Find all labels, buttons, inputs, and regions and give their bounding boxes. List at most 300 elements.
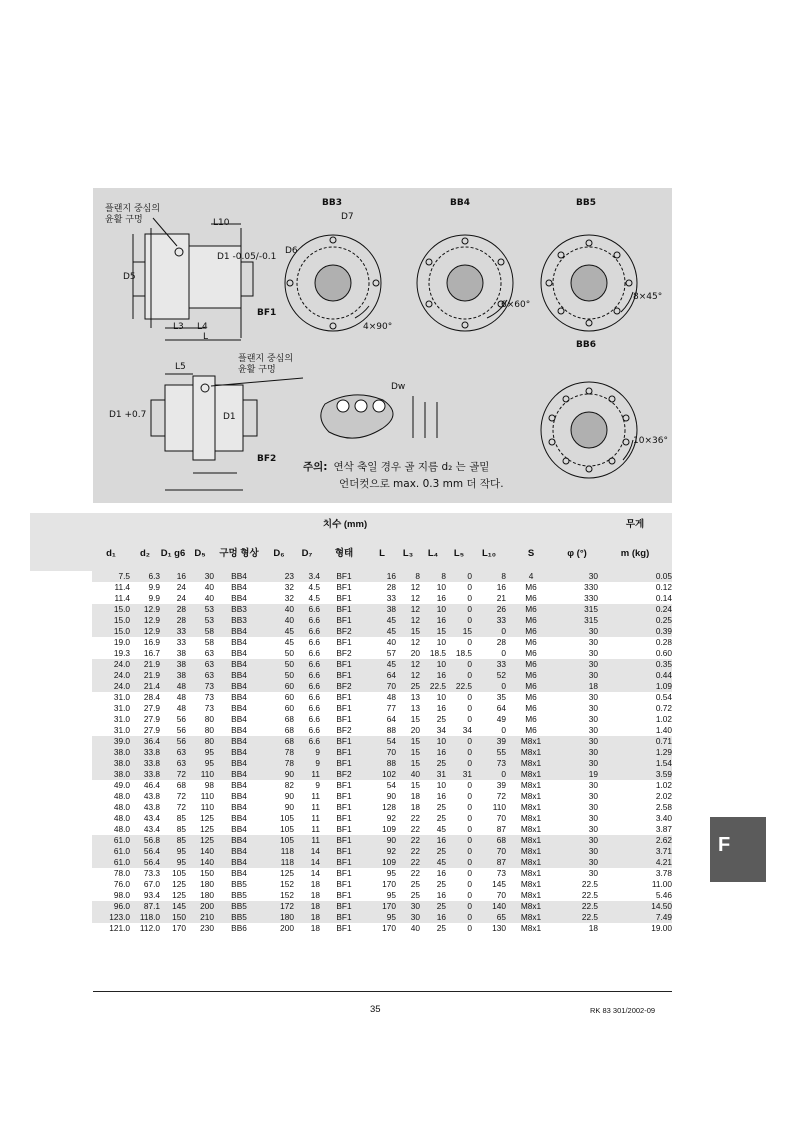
table-cell: M6: [506, 626, 556, 637]
bf1-shaft-right: [241, 262, 253, 296]
table-cell: 16: [436, 890, 446, 900]
column-header: L₄: [427, 547, 439, 559]
table-row: [30, 670, 672, 681]
bb4-flange-view: [417, 235, 513, 331]
table-cell: 92: [386, 813, 396, 823]
table-cell: 8: [420, 571, 446, 582]
table-cell: 7.5: [92, 571, 130, 582]
table-cell: 1.02: [655, 780, 672, 790]
table-row: [30, 692, 672, 703]
table-cell: 21.4: [130, 681, 160, 692]
table-cell: 73: [204, 703, 214, 713]
table-cell: 95: [186, 747, 214, 758]
page-number: 35: [370, 1004, 381, 1015]
table-cell: 19.0: [113, 637, 130, 647]
table-cell: BB4: [231, 802, 247, 812]
table-row: [30, 714, 672, 725]
table-cell: 40: [204, 593, 214, 603]
table-cell: 3.59: [598, 769, 672, 780]
table-cell: 30: [556, 626, 598, 637]
table-cell: 22: [410, 813, 420, 823]
table-cell: 0: [446, 857, 472, 868]
bf2-flange: [193, 376, 215, 460]
table-cell: BF1: [336, 824, 352, 834]
table-cell: 3.40: [655, 813, 672, 823]
table-cell: 40: [264, 604, 294, 615]
table-cell: 8: [396, 571, 420, 582]
table-cell: M8x1: [506, 846, 556, 857]
table-row: [30, 923, 672, 934]
table-cell: 88: [368, 758, 396, 769]
table-cell: BB6: [231, 923, 247, 933]
table-cell: 3.4: [294, 571, 320, 582]
table-cell: 102: [368, 769, 396, 780]
table-cell: 54: [386, 780, 396, 790]
table-cell: BF1: [320, 670, 368, 681]
table-cell: 14: [310, 868, 320, 878]
dim-d1-tol: D1 -0.05/-0.1: [217, 252, 277, 262]
table-cell: 64: [496, 703, 506, 713]
table-cell: 0.28: [655, 637, 672, 647]
table-cell: 6.6: [294, 604, 320, 615]
table-cell: 128: [382, 802, 396, 812]
table-cell: M6: [525, 637, 537, 647]
label-bf2: BF2: [257, 454, 277, 464]
table-cell: 56: [176, 714, 186, 724]
dim-d6: D6: [285, 246, 298, 256]
table-cell: 48.0: [113, 802, 130, 812]
table-cell: 30: [588, 703, 598, 713]
table-cell: M8x1: [520, 824, 542, 834]
table-cell: 6.6: [308, 714, 320, 724]
table-cell: 10: [436, 582, 446, 592]
table-cell: 0: [467, 890, 472, 900]
group-dimensions: 치수 (mm): [322, 518, 368, 530]
table-cell: M8x1: [506, 736, 556, 747]
table-cell: 30: [588, 802, 598, 812]
table-cell: 0: [446, 747, 472, 758]
table-cell: BF1: [320, 857, 368, 868]
table-cell: 25: [420, 758, 446, 769]
table-cell: 125: [200, 813, 214, 823]
table-cell: 50: [284, 648, 294, 658]
table-cell: 25: [396, 681, 420, 692]
table-cell: 30: [588, 725, 598, 735]
table-cell: 11: [311, 791, 320, 801]
table-cell: 95: [386, 868, 396, 878]
table-cell: 10: [436, 692, 446, 702]
table-cell: 0: [467, 879, 472, 889]
table-cell: 330: [584, 593, 598, 603]
table-cell: M6: [525, 725, 537, 735]
table-cell: 0: [446, 571, 472, 582]
table-row: [30, 615, 672, 626]
table-cell: 45: [420, 857, 446, 868]
table-cell: BB4: [214, 681, 264, 692]
table-cell: 38: [160, 659, 186, 670]
table-cell: BB4: [214, 626, 264, 637]
table-cell: BB4: [231, 813, 247, 823]
label-bb6: BB6: [576, 340, 596, 350]
doc-reference: RK 83 301/2002-09: [590, 1006, 656, 1015]
table-row: [30, 659, 672, 670]
table-cell: 28.4: [143, 692, 160, 702]
table-cell: 22.5: [556, 912, 598, 923]
table-cell: 33: [472, 615, 506, 626]
table-cell: 12: [410, 582, 420, 592]
table-cell: 27.9: [143, 725, 160, 735]
table-cell: M6: [525, 692, 537, 702]
table-cell: 11.00: [651, 879, 672, 889]
table-cell: 170: [382, 923, 396, 933]
table-cell: 56.4: [130, 846, 160, 857]
table-cell: 7.49: [598, 912, 672, 923]
table-cell: 22: [410, 824, 420, 834]
table-row: [30, 736, 672, 747]
table-cell: BB4: [231, 648, 247, 658]
table-cell: 72: [496, 791, 506, 801]
table-cell: 52: [472, 670, 506, 681]
table-cell: 39: [472, 736, 506, 747]
table-cell: 68: [472, 835, 506, 846]
table-cell: 95: [160, 846, 186, 857]
table-cell: 110: [492, 802, 506, 812]
table-cell: 16: [496, 582, 506, 592]
table-cell: 30: [588, 780, 598, 790]
table-cell: 16: [420, 912, 446, 923]
table-cell: 11: [294, 835, 320, 846]
column-header: L: [379, 547, 385, 559]
dim-d1-bf2: D1 +0.7: [109, 410, 147, 420]
table-cell: 32: [284, 593, 294, 603]
table-cell: 85: [176, 813, 186, 823]
table-cell: 90: [386, 791, 396, 801]
table-row: [30, 791, 672, 802]
table-cell: 80: [186, 736, 214, 747]
table-cell: 28: [386, 582, 396, 592]
table-cell: BF1: [336, 802, 352, 812]
table-row: [30, 648, 672, 659]
table-row: [30, 857, 672, 868]
table-cell: 170: [368, 901, 396, 912]
table-cell: 34: [436, 725, 446, 735]
table-cell: 45: [436, 824, 446, 834]
table-cell: 30: [556, 736, 598, 747]
table-cell: 12.9: [130, 604, 160, 615]
table-cell: 38: [368, 604, 396, 615]
table-cell: 30: [588, 868, 598, 878]
table-cell: 0: [467, 824, 472, 834]
table-cell: 45: [264, 626, 294, 637]
label-bb4: BB4: [450, 198, 470, 208]
table-cell: 15: [396, 747, 420, 758]
table-cell: 0: [446, 736, 472, 747]
dim-l: L: [203, 332, 209, 342]
table-cell: BB4: [231, 868, 247, 878]
table-cell: 30: [396, 901, 420, 912]
table-cell: 78.0: [113, 868, 130, 878]
table-cell: BB5: [231, 890, 247, 900]
table-cell: 6.6: [294, 736, 320, 747]
table-cell: 6.3: [130, 571, 160, 582]
table-cell: BF2: [320, 769, 368, 780]
table-cell: 30: [556, 846, 598, 857]
table-cell: 9.9: [148, 593, 160, 603]
table-cell: 6.6: [294, 670, 320, 681]
table-cell: 22.5: [581, 879, 598, 889]
table-cell: 109: [368, 857, 396, 868]
table-cell: M8x1: [506, 912, 556, 923]
table-cell: 6.6: [294, 681, 320, 692]
table-cell: 22.5: [556, 901, 598, 912]
table-cell: 73: [496, 868, 506, 878]
table-cell: 4: [506, 571, 556, 582]
table-cell: 40: [264, 615, 294, 626]
table-cell: BB5: [214, 901, 264, 912]
table-cell: 16: [420, 747, 446, 758]
table-cell: BF1: [336, 703, 352, 713]
table-cell: 105: [264, 835, 294, 846]
table-cell: 25: [436, 802, 446, 812]
table-cell: 10: [420, 659, 446, 670]
table-cell: 30: [556, 747, 598, 758]
table-cell: 200: [186, 901, 214, 912]
table-cell: 6.6: [294, 615, 320, 626]
table-cell: 105: [280, 824, 294, 834]
table-cell: 43.4: [143, 824, 160, 834]
table-cell: 48: [176, 692, 186, 702]
dim-d5: D5: [123, 272, 136, 282]
table-cell: 4.21: [598, 857, 672, 868]
table-cell: 56.4: [130, 857, 160, 868]
table-cell: 10: [420, 736, 446, 747]
ball-detail: [321, 395, 437, 438]
table-cell: 16: [420, 670, 446, 681]
table-cell: 49: [496, 714, 506, 724]
table-row: [30, 912, 672, 923]
table-cell: M8x1: [506, 901, 556, 912]
table-cell: BB4: [214, 747, 264, 758]
table-cell: 1.02: [655, 714, 672, 724]
table-cell: 46.4: [143, 780, 160, 790]
footer-rule: [93, 991, 672, 992]
table-cell: 15: [396, 626, 420, 637]
table-row: [30, 802, 672, 813]
table-cell: 43.8: [143, 791, 160, 801]
table-cell: 90: [284, 791, 294, 801]
table-cell: 0: [467, 714, 472, 724]
table-cell: 18: [310, 890, 320, 900]
table-cell: 80: [204, 725, 214, 735]
table-cell: 87: [496, 824, 506, 834]
column-header: S: [527, 547, 535, 559]
table-cell: 5.46: [655, 890, 672, 900]
table-cell: 57: [386, 648, 396, 658]
table-cell: 82: [284, 780, 294, 790]
table-cell: 33.8: [130, 747, 160, 758]
table-cell: 24.0: [92, 681, 130, 692]
table-cell: 48: [176, 703, 186, 713]
technical-drawing: [93, 188, 672, 503]
table-cell: 0.71: [598, 736, 672, 747]
table-cell: M6: [525, 593, 537, 603]
table-cell: 30: [588, 637, 598, 647]
table-cell: 80: [204, 714, 214, 724]
table-cell: M8x1: [506, 769, 556, 780]
table-cell: 19.3: [113, 648, 130, 658]
table-cell: 20: [410, 725, 420, 735]
table-cell: 11: [311, 824, 320, 834]
table-cell: 95: [368, 912, 396, 923]
table-cell: 330: [584, 582, 598, 592]
table-cell: 315: [556, 615, 598, 626]
table-cell: 61.0: [92, 857, 130, 868]
table-cell: 92: [368, 846, 396, 857]
table-cell: BB4: [231, 780, 247, 790]
table-cell: 22: [396, 846, 420, 857]
table-row: [30, 780, 672, 791]
table-cell: 0: [501, 725, 506, 735]
table-cell: BB4: [214, 835, 264, 846]
table-cell: BF1: [320, 835, 368, 846]
table-cell: 78: [264, 747, 294, 758]
table-cell: 8: [472, 571, 506, 582]
table-cell: BB5: [214, 912, 264, 923]
table-cell: 0.14: [655, 593, 672, 603]
table-cell: 0: [467, 868, 472, 878]
table-cell: 25: [436, 714, 446, 724]
table-cell: 30: [556, 670, 598, 681]
bf2-body-left: [165, 385, 193, 451]
table-cell: 25: [410, 879, 420, 889]
table-cell: 118: [264, 846, 294, 857]
table-cell: 56.8: [130, 835, 160, 846]
table-cell: 210: [186, 912, 214, 923]
table-cell: 0: [467, 791, 472, 801]
table-cell: 6.6: [308, 703, 320, 713]
table-cell: 31: [446, 769, 472, 780]
table-row: [30, 868, 672, 879]
table-cell: 9: [294, 747, 320, 758]
table-cell: M8x1: [520, 780, 542, 790]
table-cell: 72: [176, 791, 186, 801]
table-cell: BF1: [320, 604, 368, 615]
table-cell: M8x1: [506, 747, 556, 758]
table-cell: 68: [264, 736, 294, 747]
table-cell: BF2: [320, 626, 368, 637]
table-cell: 31.0: [113, 703, 130, 713]
table-cell: 25: [436, 879, 446, 889]
table-cell: 30: [588, 824, 598, 834]
table-cell: 15.0: [92, 604, 130, 615]
table-row: [30, 637, 672, 648]
table-cell: 170: [382, 879, 396, 889]
table-cell: 60: [284, 692, 294, 702]
table-cell: BF2: [320, 681, 368, 692]
table-cell: 15: [396, 736, 420, 747]
table-cell: 18: [310, 879, 320, 889]
table-cell: 30: [556, 835, 598, 846]
table-cell: BB4: [231, 692, 247, 702]
table-cell: 70: [496, 890, 506, 900]
table-cell: BB4: [214, 736, 264, 747]
table-cell: 0.39: [598, 626, 672, 637]
table-cell: 15.0: [92, 615, 130, 626]
table-cell: 22.5: [581, 890, 598, 900]
table-cell: 0.25: [598, 615, 672, 626]
table-row: [30, 813, 672, 824]
column-header: L₃: [402, 547, 414, 559]
table-cell: 45: [368, 659, 396, 670]
table-row: [30, 758, 672, 769]
table-cell: 33: [386, 593, 396, 603]
table-cell: 45: [368, 615, 396, 626]
table-row: [30, 769, 672, 780]
table-cell: 13: [410, 692, 420, 702]
table-cell: 48: [160, 681, 186, 692]
table-cell: 123.0: [92, 912, 130, 923]
bb5-flange-view: [541, 235, 637, 331]
table-cell: 11.4: [114, 582, 130, 592]
table-cell: 6.6: [294, 626, 320, 637]
table-cell: 30: [556, 571, 598, 582]
table-cell: 38.0: [92, 747, 130, 758]
table-cell: 87.1: [130, 901, 160, 912]
table-cell: 0: [501, 648, 506, 658]
section-tab[interactable]: [710, 817, 766, 882]
table-cell: BB4: [214, 769, 264, 780]
table-cell: BF1: [336, 780, 352, 790]
note-line-1: 연삭 축일 경우 골 지름 d₂ 는 골밑: [333, 461, 490, 473]
callout-lube-hole-bf1: 플랜지 중심의 윤활 구멍: [105, 204, 161, 225]
table-cell: 21: [496, 593, 506, 603]
table-row: [30, 824, 672, 835]
table-cell: 30: [556, 857, 598, 868]
table-cell: BF1: [320, 571, 368, 582]
table-cell: 121.0: [109, 923, 130, 933]
callout-lube-hole-bf2: 플랜지 중심의 윤활 구멍: [238, 354, 294, 375]
table-cell: 2.58: [655, 802, 672, 812]
table-cell: 4.5: [308, 593, 320, 603]
table-cell: 85: [160, 835, 186, 846]
table-cell: 45: [368, 626, 396, 637]
table-cell: 14: [294, 846, 320, 857]
table-cell: 30: [588, 791, 598, 801]
table-cell: 85: [176, 824, 186, 834]
column-header: D₇: [301, 547, 313, 559]
table-cell: 40: [396, 769, 420, 780]
table-cell: BB5: [231, 879, 247, 889]
table-cell: BF1: [336, 791, 352, 801]
table-cell: 18: [294, 901, 320, 912]
table-cell: 30: [588, 692, 598, 702]
table-cell: 72: [176, 802, 186, 812]
table-cell: 25: [420, 846, 446, 857]
table-cell: 12: [396, 604, 420, 615]
table-cell: 152: [280, 890, 294, 900]
table-cell: BF1: [336, 714, 352, 724]
table-cell: 3.71: [598, 846, 672, 857]
table-cell: 11.4: [114, 593, 130, 603]
table-cell: 43.8: [143, 802, 160, 812]
table-cell: 63: [160, 747, 186, 758]
table-cell: 0: [467, 780, 472, 790]
table-cell: 15: [410, 780, 420, 790]
table-cell: 12: [410, 637, 420, 647]
table-cell: BB4: [231, 637, 247, 647]
table-cell: 0: [467, 637, 472, 647]
table-cell: 0: [467, 593, 472, 603]
